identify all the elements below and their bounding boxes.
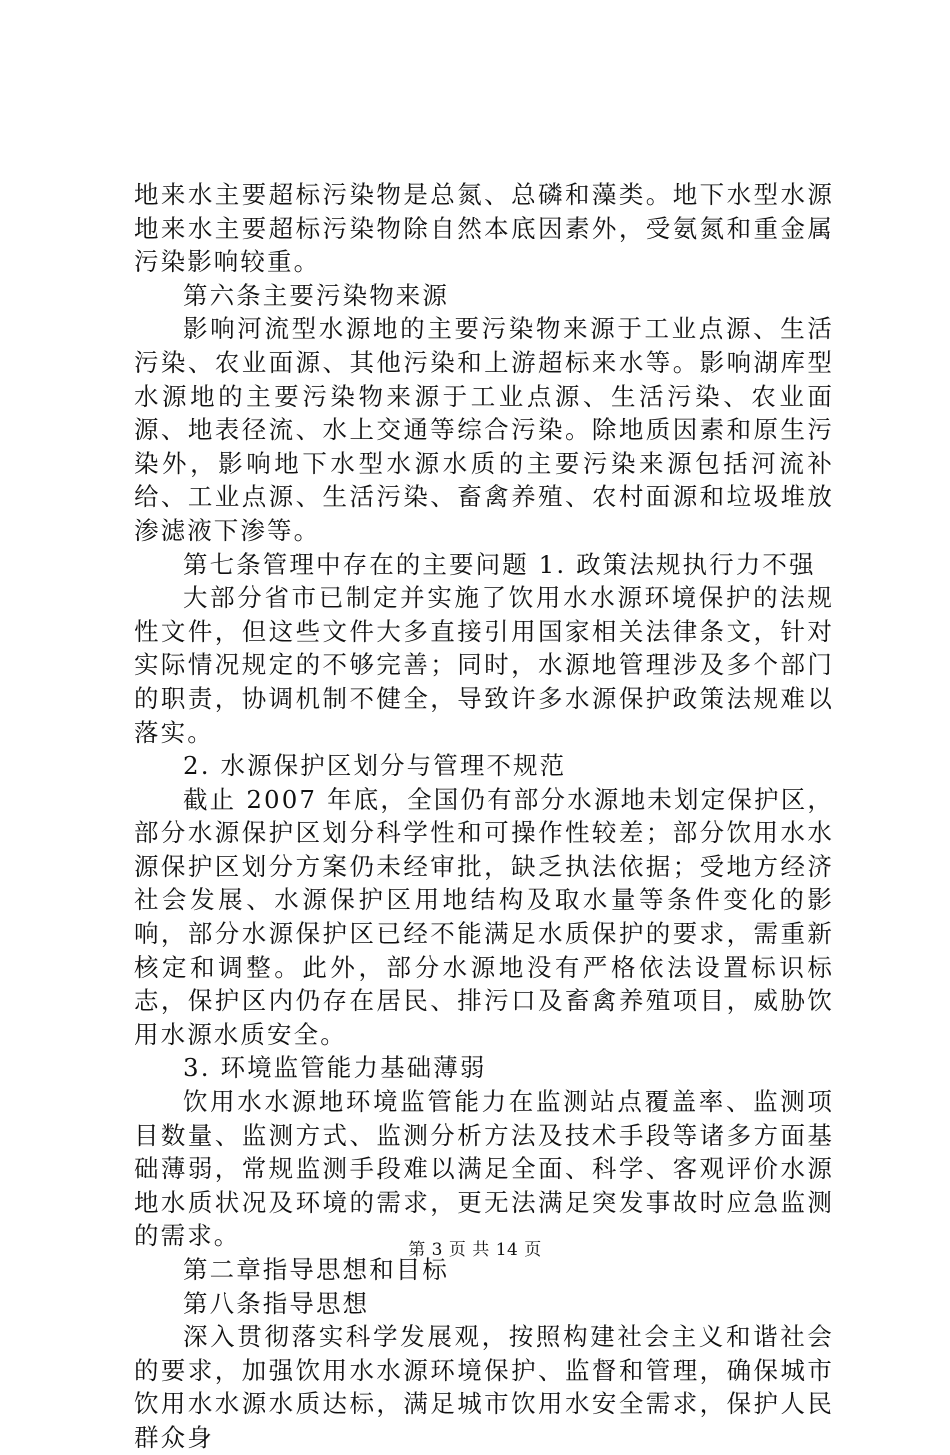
problem-2-body: 截止 2007 年底，全国仍有部分水源地未划定保护区，部分水源保护区划分科学性和可操作性较差；部分饮用水水源保护区划分方案仍未经审批，缺乏执法依据；受地方经济社会发展、水源保护区用地结构及取水量等条件变化的影响，部分水源保护区已经不能满足水质保护的要求，需重新核定和调整。此外，部分水源地没有严格依法设置标识标志，保护区内仍存在居民、排污口及畜禽养殖项目，威胁饮用水源水质安全。: [134, 784, 834, 1049]
document-body: [134, 178, 834, 1455]
page-number-footer: 第 3 页 共 14 页: [408, 1240, 542, 1260]
problem-3-heading: 3. 环境监管能力基础薄弱: [183, 1053, 487, 1083]
problem-1-body: 大部分省市已制定并实施了饮用水水源环境保护的法规性文件，但这些文件大多直接引用国家相关法律条文，针对实际情况规定的不够完善；同时，水源地管理涉及多个部门的职责，协调机制不健全，导致许多水源保护政策法规难以落实。: [134, 583, 834, 747]
problem-3-body: 饮用水水源地环境监管能力在监测站点覆盖率、监测项目数量、监测方式、监测分析方法及技术手段等诸多方面基础薄弱，常规监测手段难以满足全面、科学、客观评价水源地水质状况及环境的需求，更无法满足突发事故时应急监测的需求。: [134, 1087, 834, 1251]
article-6-body: 影响河流型水源地的主要污染物来源于工业点源、生活污染、农业面源、其他污染和上游超标来水等。影响湖库型水源地的主要污染物来源于工业点源、生活污染、农业面源、地表径流、水上交通等综合污染。除地质因素和原生污染外，影响地下水型水源水质的主要污染来源包括河流补给、工业点源、生活污染、畜禽养殖、农村面源和垃圾堆放渗滤液下渗等。: [134, 314, 834, 545]
paragraph-continuation: 地来水主要超标污染物是总氮、总磷和藻类。地下水型水源地来水主要超标污染物除自然本底因素外，受氨氮和重金属污染影响较重。: [134, 180, 834, 277]
problem-2-heading: 2. 水源保护区划分与管理不规范: [183, 751, 567, 781]
article-8-body: 深入贯彻落实科学发展观，按照构建社会主义和谐社会的要求，加强饮用水水源环境保护、监督和管理，确保城市饮用水水源水质达标，满足城市饮用水安全需求，保护人民群众身: [134, 1322, 834, 1452]
article-6-heading: 第六条主要污染物来源: [183, 280, 449, 310]
article-8-heading: 第八条指导思想: [183, 1288, 370, 1318]
chapter-2-heading: 第二章指导思想和目标: [183, 1255, 449, 1284]
article-7-heading: 第七条管理中存在的主要问题 1. 政策法规执行力不强: [183, 549, 816, 579]
